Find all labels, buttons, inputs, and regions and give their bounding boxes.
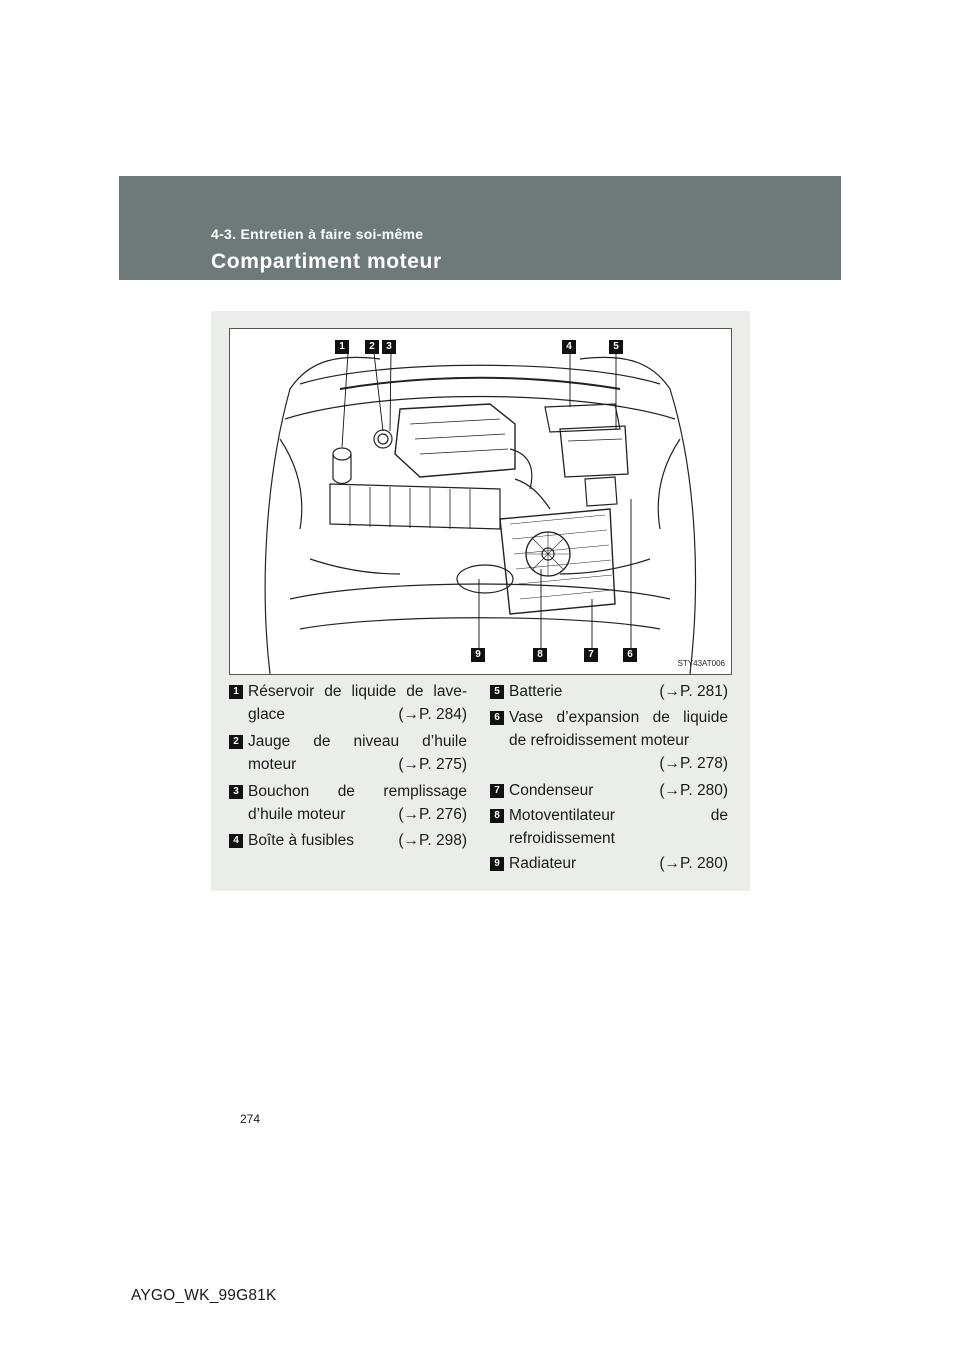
callout-7: 7 bbox=[584, 648, 598, 662]
legend-text: refroidissement bbox=[509, 830, 615, 847]
legend-text: Réservoir de liquide de lave- bbox=[248, 683, 467, 700]
callout-5: 5 bbox=[609, 340, 623, 354]
page-reference: (→P. 280) bbox=[659, 782, 728, 799]
legend-number: 7 bbox=[490, 784, 504, 798]
legend-item-1 bbox=[229, 680, 467, 726]
engine-compartment-figure bbox=[229, 328, 732, 675]
legend-text: glace bbox=[248, 706, 286, 723]
legend-text: Vase d’expansion de liquide bbox=[509, 709, 728, 726]
legend-text: d’huile moteur bbox=[248, 806, 346, 823]
callout-1: 1 bbox=[335, 340, 349, 354]
legend-number: 6 bbox=[490, 711, 504, 725]
callout-4: 4 bbox=[562, 340, 576, 354]
document-code: AYGO_WK_99G81K bbox=[131, 1287, 277, 1304]
legend-text: Motoventilateur de bbox=[509, 807, 728, 824]
figure-code: STY43AT006 bbox=[677, 659, 725, 668]
section-label: 4-3. Entretien à faire soi-même bbox=[211, 226, 424, 242]
page-reference: (→P. 275) bbox=[398, 756, 467, 773]
callout-9: 9 bbox=[471, 648, 485, 662]
legend-item-8 bbox=[490, 804, 728, 850]
legend-number: 9 bbox=[490, 857, 504, 871]
legend-text: Jauge de niveau d’huile bbox=[248, 733, 467, 750]
legend-number: 3 bbox=[229, 785, 243, 799]
page-title: Compartiment moteur bbox=[211, 250, 442, 273]
page-reference: (→P. 298) bbox=[398, 832, 467, 849]
callout-6: 6 bbox=[623, 648, 637, 662]
legend-item-3 bbox=[229, 780, 467, 826]
legend-text: Bouchon de remplissage bbox=[248, 783, 467, 800]
callout-3: 3 bbox=[382, 340, 396, 354]
page-reference: (→P. 278) bbox=[659, 755, 728, 772]
legend-item-9 bbox=[490, 852, 728, 875]
legend-number: 4 bbox=[229, 834, 243, 848]
legend-text: Boîte à fusibles bbox=[248, 832, 354, 849]
legend-right bbox=[490, 680, 728, 880]
legend-item-4 bbox=[229, 829, 467, 852]
legend-text: de refroidissement moteur bbox=[509, 732, 690, 749]
legend-number: 8 bbox=[490, 809, 504, 823]
page-number: 274 bbox=[240, 1112, 261, 1126]
legend-text: Condenseur bbox=[509, 782, 594, 799]
page-reference: (→P. 276) bbox=[398, 806, 467, 823]
legend-number: 2 bbox=[229, 735, 243, 749]
page-reference: (→P. 280) bbox=[659, 855, 728, 872]
legend-left bbox=[229, 680, 467, 860]
page-reference: (→P. 284) bbox=[398, 706, 467, 723]
callout-2: 2 bbox=[365, 340, 379, 354]
legend-item-7 bbox=[490, 779, 728, 802]
legend-item-5 bbox=[490, 680, 728, 703]
legend-item-6 bbox=[490, 706, 728, 775]
legend-text: Batterie bbox=[509, 683, 563, 700]
callout-8: 8 bbox=[533, 648, 547, 662]
page-reference: (→P. 281) bbox=[659, 683, 728, 700]
legend-number: 1 bbox=[229, 685, 243, 699]
legend-number: 5 bbox=[490, 685, 504, 699]
engine-illustration bbox=[230, 329, 731, 674]
legend-text: Radiateur bbox=[509, 855, 577, 872]
legend-text: moteur bbox=[248, 756, 297, 773]
legend-item-2 bbox=[229, 730, 467, 776]
